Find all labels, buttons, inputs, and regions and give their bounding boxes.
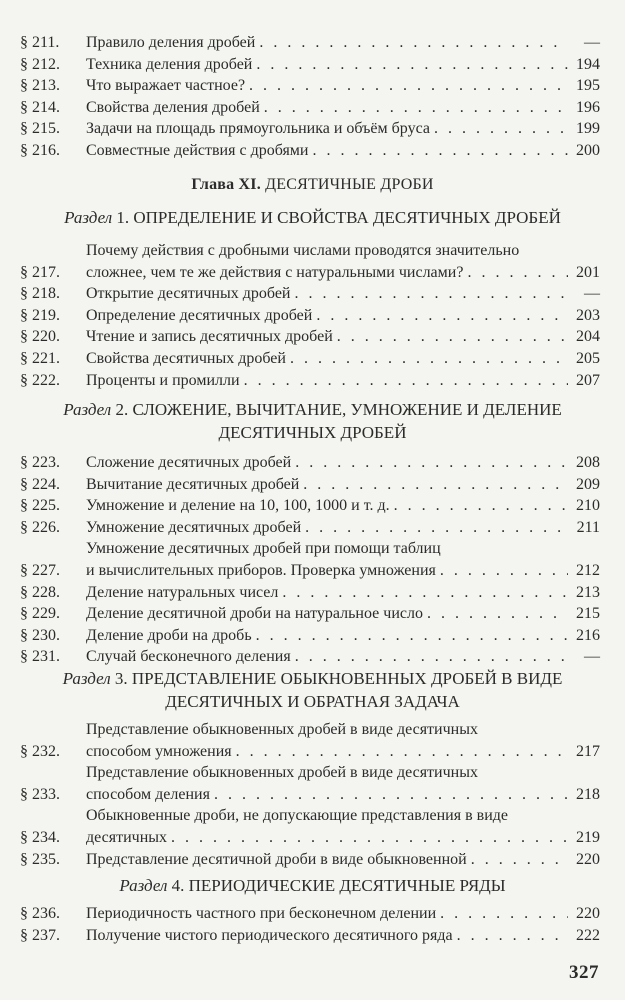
entry-page: 194: [576, 55, 600, 73]
toc-entry: [20, 240, 600, 283]
section-label: Раздел: [64, 208, 113, 227]
chapter-heading: [0, 176, 625, 194]
toc-entry: [20, 97, 600, 119]
toc-entry: [20, 474, 600, 496]
entry-title: Деление натуральных чисел: [86, 583, 279, 601]
dot-leader: [453, 925, 568, 947]
toc-entry: [20, 305, 600, 327]
entry-title: Что выражает частное?: [86, 77, 246, 95]
dot-leader: [390, 495, 568, 517]
toc-list-section-3: [20, 719, 600, 870]
toc-entry: [20, 719, 600, 762]
section-title-line-2: ДЕСЯТИЧНЫХ И ОБРАТНАЯ ЗАДАЧА: [165, 692, 460, 711]
entry-number: § 220.: [20, 328, 60, 346]
entry-title-line: Почему действия с дробными числами проводятся значительно: [86, 242, 520, 259]
toc-entry: [20, 452, 600, 474]
entry-title: Определение десятичных дробей: [86, 306, 313, 324]
entry-page: 220: [576, 905, 600, 922]
entry-title: способом умножения: [86, 742, 232, 760]
section-title: ОПРЕДЕЛЕНИЕ И СВОЙСТВА ДЕСЯТИЧНЫХ ДРОБЕЙ: [133, 208, 561, 227]
entry-page: 200: [576, 141, 600, 159]
entry-number: § 229.: [20, 605, 60, 623]
dot-leader: [167, 827, 568, 849]
dot-leader: [252, 54, 568, 76]
toc-entry: [20, 625, 600, 647]
dot-leader: [463, 262, 568, 284]
dot-leader: [291, 646, 568, 668]
entry-number: § 225.: [20, 497, 60, 515]
entry-page: 205: [576, 349, 600, 367]
section-number: 3.: [114, 669, 128, 688]
dot-leader: [286, 348, 568, 370]
toc-entry: [20, 646, 600, 668]
section-title: ПЕРИОДИЧЕСКИЕ ДЕСЯТИЧНЫЕ РЯДЫ: [188, 876, 506, 895]
section-number: 2.: [115, 400, 129, 419]
entry-page: —: [584, 34, 600, 51]
dot-leader: [436, 560, 568, 582]
entry-number: § 230.: [20, 626, 60, 644]
entry-page: 199: [576, 120, 600, 138]
entry-number: § 214.: [20, 98, 60, 116]
toc-entry: [20, 603, 600, 625]
entry-number: § 213.: [20, 77, 60, 95]
entry-title-line: Представление обыкновенных дробей в виде десятичных: [86, 764, 478, 782]
entry-title: Умножение и деление на 10, 100, 1000 и т. д.: [86, 497, 390, 515]
entry-page: —: [584, 648, 600, 666]
entry-number: § 237.: [20, 926, 60, 944]
entry-number: § 216.: [20, 141, 60, 159]
toc-list-section-1: [20, 240, 600, 391]
toc-list-section-4: [20, 903, 600, 946]
entry-page: 210: [576, 497, 600, 515]
entry-title: сложнее, чем те же действия с натуральными числами?: [86, 263, 464, 281]
entry-title-line: Представление обыкновенных дробей в виде десятичных: [86, 721, 478, 738]
dot-leader: [232, 741, 568, 763]
toc-entry: [20, 538, 600, 581]
entry-number: § 219.: [20, 306, 60, 324]
dot-leader: [240, 370, 568, 392]
section-heading: [30, 206, 595, 229]
toc-entry: [20, 32, 600, 54]
entry-number: § 222.: [20, 371, 60, 389]
entry-page: 213: [576, 583, 600, 601]
entry-title: Умножение десятичных дробей: [86, 518, 302, 536]
entry-title: Деление дроби на дробь: [86, 626, 252, 644]
section-heading: [30, 667, 595, 713]
entry-title: Совместные действия с дробями: [86, 141, 309, 159]
entry-page: 220: [576, 850, 600, 868]
dot-leader: [299, 474, 568, 496]
toc-entry: [20, 805, 600, 848]
entry-number: § 232.: [20, 742, 60, 760]
entry-page: 195: [576, 77, 600, 95]
entry-page: 196: [576, 98, 600, 116]
entry-page: 207: [576, 371, 600, 389]
section-label: Раздел: [63, 400, 112, 419]
entry-title: десятичных: [86, 828, 168, 846]
entry-page: 222: [576, 926, 600, 944]
toc-entry: [20, 903, 600, 925]
chapter-label: Глава XI.: [191, 176, 261, 193]
toc-entry: [20, 762, 600, 805]
dot-leader: [252, 625, 568, 647]
toc-entry: [20, 75, 600, 97]
toc-entry: [20, 582, 600, 604]
toc-entry: [20, 517, 600, 539]
toc-entry: [20, 370, 600, 392]
dot-leader: [301, 517, 568, 539]
dot-leader: [210, 784, 568, 806]
entry-number: § 217.: [20, 263, 60, 281]
entry-page: 211: [576, 518, 600, 536]
entry-page: 219: [576, 828, 600, 846]
section-label: Раздел: [119, 876, 168, 895]
dot-leader: [291, 452, 568, 474]
section-title-line-2: ДЕСЯТИЧНЫХ ДРОБЕЙ: [218, 423, 407, 442]
dot-leader: [430, 118, 568, 140]
entry-title: Задачи на площадь прямоугольника и объём бруса: [86, 120, 430, 138]
entry-title: Периодичность частного при бесконечном делении: [86, 905, 437, 922]
dot-leader: [436, 903, 568, 925]
entry-number: § 236.: [20, 905, 60, 922]
entry-page: 212: [576, 561, 600, 579]
dot-leader: [260, 97, 568, 119]
toc-entry: [20, 925, 600, 947]
section-number: 4.: [171, 876, 185, 895]
entry-title: Вычитание десятичных дробей: [86, 475, 300, 493]
toc-entry: [20, 849, 600, 871]
entry-number: § 227.: [20, 561, 60, 579]
entry-title: Свойства деления дробей: [86, 98, 260, 116]
page-number: 327: [569, 962, 599, 983]
dot-leader: [312, 305, 568, 327]
entry-title: Случай бесконечного деления: [86, 648, 291, 666]
section-heading: [30, 874, 595, 897]
section-title: ПРЕДСТАВЛЕНИЕ ОБЫКНОВЕННЫХ ДРОБЕЙ В ВИДЕ: [131, 669, 563, 688]
entry-number: § 211.: [20, 34, 60, 51]
entry-number: § 235.: [20, 850, 60, 868]
entry-page: 215: [576, 605, 600, 623]
toc-entry: [20, 326, 600, 348]
entry-page: 216: [576, 626, 600, 644]
entry-page: 217: [576, 742, 600, 760]
entry-page: 209: [576, 475, 600, 493]
entry-page: —: [584, 285, 600, 303]
entry-title: Сложение десятичных дробей: [86, 454, 292, 471]
toc-entry: [20, 54, 600, 76]
dot-leader: [278, 582, 568, 604]
entry-title: способом деления: [86, 785, 210, 803]
entry-number: § 223.: [20, 454, 60, 471]
toc-entry: [20, 495, 600, 517]
section-number: 1.: [116, 208, 130, 227]
toc-list-top: [20, 32, 600, 162]
entry-number: § 228.: [20, 583, 60, 601]
toc-entry: [20, 348, 600, 370]
toc-entry: [20, 283, 600, 305]
dot-leader: [333, 326, 568, 348]
entry-title: и вычислительных приборов. Проверка умножения: [86, 561, 436, 579]
entry-title: Чтение и запись десятичных дробей: [86, 328, 333, 346]
entry-number: § 224.: [20, 475, 60, 493]
toc-entry: [20, 118, 600, 140]
dot-leader: [467, 849, 568, 871]
section-label: Раздел: [62, 669, 111, 688]
entry-number: § 218.: [20, 285, 60, 303]
entry-number: § 226.: [20, 518, 60, 536]
entry-page: 203: [576, 306, 600, 324]
entry-page: 218: [576, 785, 600, 803]
toc-entry: [20, 140, 600, 162]
dot-leader: [423, 603, 568, 625]
entry-page: 201: [576, 263, 600, 281]
dot-leader: [255, 32, 568, 54]
entry-title: Правило деления дробей: [86, 34, 256, 51]
entry-number: § 221.: [20, 349, 60, 367]
dot-leader: [290, 283, 568, 305]
entry-title: Представление десятичной дроби в виде обыкновенной: [86, 850, 467, 868]
section-title: СЛОЖЕНИЕ, ВЫЧИТАНИЕ, УМНОЖЕНИЕ И ДЕЛЕНИЕ: [132, 400, 562, 419]
toc-list-section-2: [20, 452, 600, 668]
entry-number: § 233.: [20, 785, 60, 803]
entry-title: Свойства десятичных дробей: [86, 349, 286, 367]
entry-number: § 234.: [20, 828, 60, 846]
entry-title-line: Обыкновенные дроби, не допускающие представления в виде: [86, 807, 509, 825]
dot-leader: [245, 75, 568, 97]
entry-number: § 215.: [20, 120, 60, 138]
section-heading: [30, 398, 595, 444]
entry-title: Проценты и промилли: [86, 371, 240, 389]
dot-leader: [309, 140, 569, 162]
entry-page: 208: [576, 454, 600, 471]
entry-page: 204: [576, 328, 600, 346]
entry-title-line: Умножение десятичных дробей при помощи таблиц: [86, 540, 441, 558]
entry-title: Открытие десятичных дробей: [86, 285, 291, 303]
entry-number: § 212.: [20, 55, 60, 73]
entry-title: Получение чистого периодического десятичного ряда: [86, 926, 453, 944]
chapter-title: ДЕСЯТИЧНЫЕ ДРОБИ: [265, 176, 434, 193]
entry-title: Техника деления дробей: [86, 55, 253, 73]
entry-title: Деление десятичной дроби на натуральное число: [86, 605, 423, 623]
entry-number: § 231.: [20, 648, 60, 666]
